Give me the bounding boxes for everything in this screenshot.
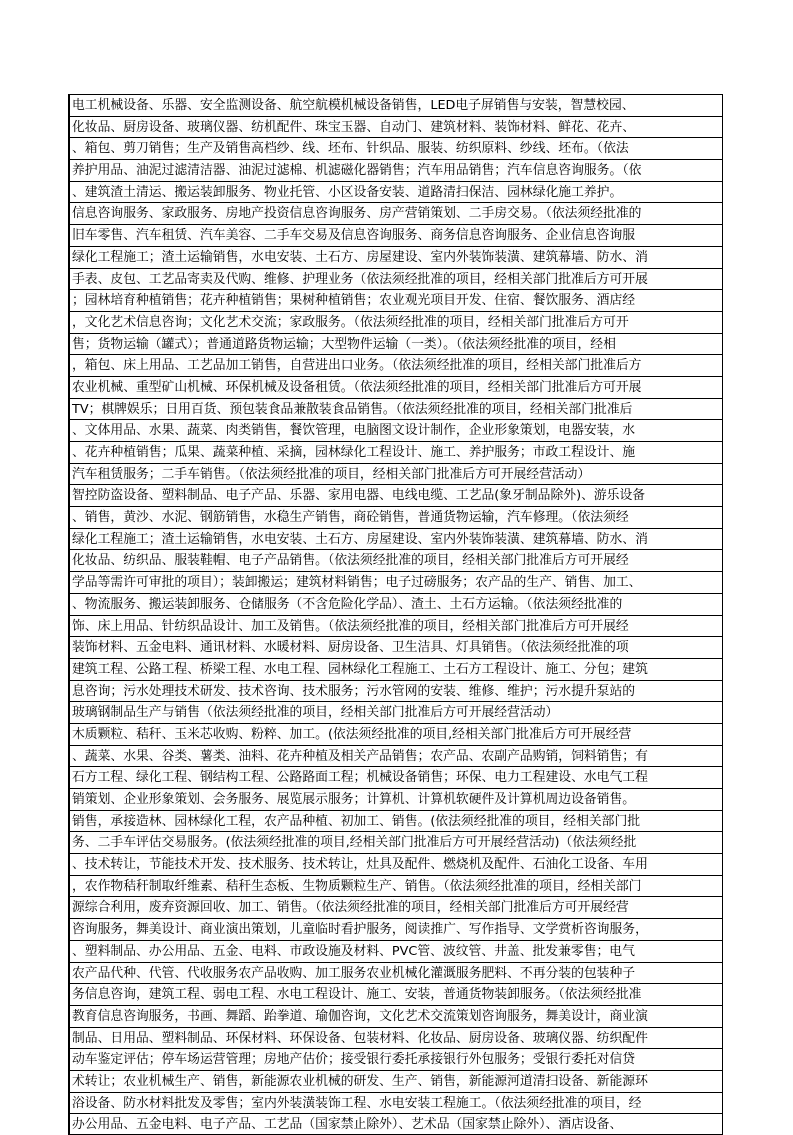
table-row: ，农作物秸秆制取纤维素、秸秆生态板、生物质颗粒生产、销售。（依法须经批准的项目，经相关部门 [68, 875, 723, 897]
table-row: 务、二手车评估交易服务。(依法须经批准的项目,经相关部门批准后方可开展经营活动)（依法须经批 [68, 831, 723, 853]
table-row: 、建筑渣土清运、搬运装卸服务、物业托管、小区设备安装、道路清扫保洁、园林绿化施工养护。 [68, 181, 723, 203]
table-row: 息咨询；污水处理技术研发、技术咨询、技术服务；污水管网的安装、维修、维护；污水提升泵站的 [68, 680, 723, 702]
table-row: 智控防盗设备、塑料制品、电子产品、乐器、家用电器、电线电缆、工艺品(象牙制品除外)、游乐设备 [68, 484, 723, 506]
table-row: 务信息咨询，建筑工程、弱电工程、水电工程设计、施工、安装，普通货物装卸服务。（依法须经批准 [68, 983, 723, 1005]
table-row: 售；货物运输（罐式）；普通道路货物运输；大型物件运输（一类）。（依法须经批准的项目，经相 [68, 333, 723, 355]
table-row: 浴设备、防水材料批发及零售；室内外装潢装饰工程、水电安装工程施工。（依法须经批准的项目，经 [68, 1092, 723, 1114]
table-row: 、文体用品、水果、蔬菜、肉类销售，餐饮管理，电脑图文设计制作，企业形象策划，电器安装，水 [68, 419, 723, 441]
table-row: 源综合利用，废弃资源回收、加工、销售。（依法须经批准的项目，经相关部门批准后方可开展经营 [68, 896, 723, 918]
table-row: 、技术转让，节能技术开发、技术服务、技术转让，灶具及配件、燃烧机及配件、石油化工设备、车用 [68, 853, 723, 875]
table-row: 办公用品、五金电料、电子产品、工艺品（国家禁止除外）、艺术品（国家禁止除外）、酒店设备、 [68, 1113, 723, 1135]
table-row: 动车鉴定评估；停车场运营管理；房地产估价；接受银行委托承接银行外包服务；受银行委托对信贷 [68, 1048, 723, 1070]
table-row: 、物流服务、搬运装卸服务、仓储服务（不含危险化学品）、渣土、土石方运输。（依法须经批准的 [68, 593, 723, 615]
table-row: 销售，承接造林、园林绿化工程，农产品种植、初加工、销售。(依法须经批准的项目，经相关部门批 [68, 810, 723, 832]
business-scope-table [68, 94, 723, 1135]
table-row: ，箱包、床上用品、工艺品加工销售，自营进出口业务。（依法须经批准的项目，经相关部门批准后方 [68, 354, 723, 376]
table-row: 绿化工程施工；渣土运输销售，水电安装、土石方、房屋建设、室内外装饰装潢、建筑幕墙、防水、消 [68, 528, 723, 550]
table-row: 旧车零售、汽车租赁、汽车美容、二手车交易及信息咨询服务、商务信息咨询服务、企业信息咨询服 [68, 224, 723, 246]
table-row: 农产品代种、代管、代收服务农产品收购、加工服务农业机械化灌溉服务肥料、不再分装的包装种子 [68, 962, 723, 984]
table-row: 教育信息咨询服务，书画、舞蹈、跆拳道、瑜伽咨询，文化艺术交流策划咨询服务，舞美设计，商业演 [68, 1005, 723, 1027]
table-row: 木质颗粒、秸秆、玉米芯收购、粉粹、加工。(依法须经批准的项目,经相关部门批准后方可开展经营 [68, 723, 723, 745]
table-row: 手表、皮包、工艺品寄卖及代购、维修、护理业务（依法须经批准的项目，经相关部门批准后方可开展 [68, 268, 723, 290]
table-row: 养护用品、油泥过滤清洁器、油泥过滤棉、机滤磁化器销售；汽车用品销售；汽车信息咨询服务。（依 [68, 159, 723, 181]
table-row: 咨询服务，舞美设计、商业演出策划，儿童临时看护服务，阅读推广、写作指导、文学赏析咨询服务， [68, 918, 723, 940]
table-row: 、销售，黄沙、水泥、钢筋销售，水稳生产销售，商砼销售，普通货物运输，汽车修理。（依法须经 [68, 506, 723, 528]
table-row: ；园林培育种植销售；花卉种植销售；果树种植销售；农业观光项目开发、住宿、餐饮服务、酒店经 [68, 289, 723, 311]
table-row: 信息咨询服务、家政服务、房地产投资信息咨询服务、房产营销策划、二手房交易。（依法须经批准的 [68, 202, 723, 224]
table-row: 、塑料制品、办公用品、五金、电料、市政设施及材料、PVC管、波纹管、井盖、批发兼零售；电气 [68, 940, 723, 962]
table-row: 绿化工程施工；渣土运输销售，水电安装、土石方、房屋建设、室内外装饰装潢、建筑幕墙、防水、消 [68, 246, 723, 268]
table-row: 饰、床上用品、针纺织品设计、加工及销售。（依法须经批准的项目，经相关部门批准后方可开展经 [68, 615, 723, 637]
table-row: 销策划、企业形象策划、会务服务、展览展示服务；计算机、计算机软硬件及计算机周边设备销售。 [68, 788, 723, 810]
table-row: ，文化艺术信息咨询；文化艺术交流；家政服务。（依法须经批准的项目，经相关部门批准后方可开 [68, 311, 723, 333]
table-row: 化妆品、纺织品、服装鞋帽、电子产品销售。（依法须经批准的项目，经相关部门批准后方可开展经 [68, 549, 723, 571]
table-row: 、花卉种植销售；瓜果、蔬菜种植、采摘，园林绿化工程设计、施工、养护服务；市政工程设计、施 [68, 441, 723, 463]
table-row: 制品、日用品、塑料制品、环保材料、环保设备、包装材料、化妆品、厨房设备、玻璃仪器、纺织配件 [68, 1027, 723, 1049]
table-row: 农业机械、重型矿山机械、环保机械及设备租赁。（依法须经批准的项目，经相关部门批准后方可开展 [68, 376, 723, 398]
table-row: 、箱包、剪刀销售；生产及销售高档纱、线、坯布、针织品、服装、纺织原料、纱线、坯布。（依法 [68, 137, 723, 159]
table-row: 化妆品、厨房设备、玻璃仪器、纺机配件、珠宝玉器、自动门、建筑材料、装饰材料、鲜花、花卉、 [68, 116, 723, 138]
table-row: 石方工程、绿化工程、钢结构工程、公路路面工程；机械设备销售；环保、电力工程建设、水电气工程 [68, 766, 723, 788]
table-row: 装饰材料、五金电料、通讯材料、水暖材料、厨房设备、卫生洁具、灯具销售。（依法须经批准的项 [68, 636, 723, 658]
table-row: TV；棋牌娱乐；日用百货、预包装食品兼散装食品销售。（依法须经批准的项目，经相关部门批准后 [68, 398, 723, 420]
table-row: 建筑工程、公路工程、桥梁工程、水电工程、园林绿化工程施工、土石方工程设计、施工、分包；建筑 [68, 658, 723, 680]
table-row: 学品等需许可审批的项目）；装卸搬运；建筑材料销售；电子过磅服务；农产品的生产、销售、加工、 [68, 571, 723, 593]
table-row: 术转让；农业机械生产、销售，新能源农业机械的研发、生产、销售，新能源河道清扫设备、新能源环 [68, 1070, 723, 1092]
table-row: 电工机械设备、乐器、安全监测设备、航空航模机械设备销售，LED电子屏销售与安装，智慧校园、 [68, 94, 723, 116]
table-row: 玻璃钢制品生产与销售（依法须经批准的项目，经相关部门批准后方可开展经营活动） [68, 701, 723, 723]
table-row: 汽车租赁服务；二手车销售。（依法须经批准的项目，经相关部门批准后方可开展经营活动） [68, 463, 723, 485]
table-row: 、蔬菜、水果、谷类、薯类、油料、花卉种植及相关产品销售；农产品、农副产品购销，饲料销售；有 [68, 745, 723, 767]
